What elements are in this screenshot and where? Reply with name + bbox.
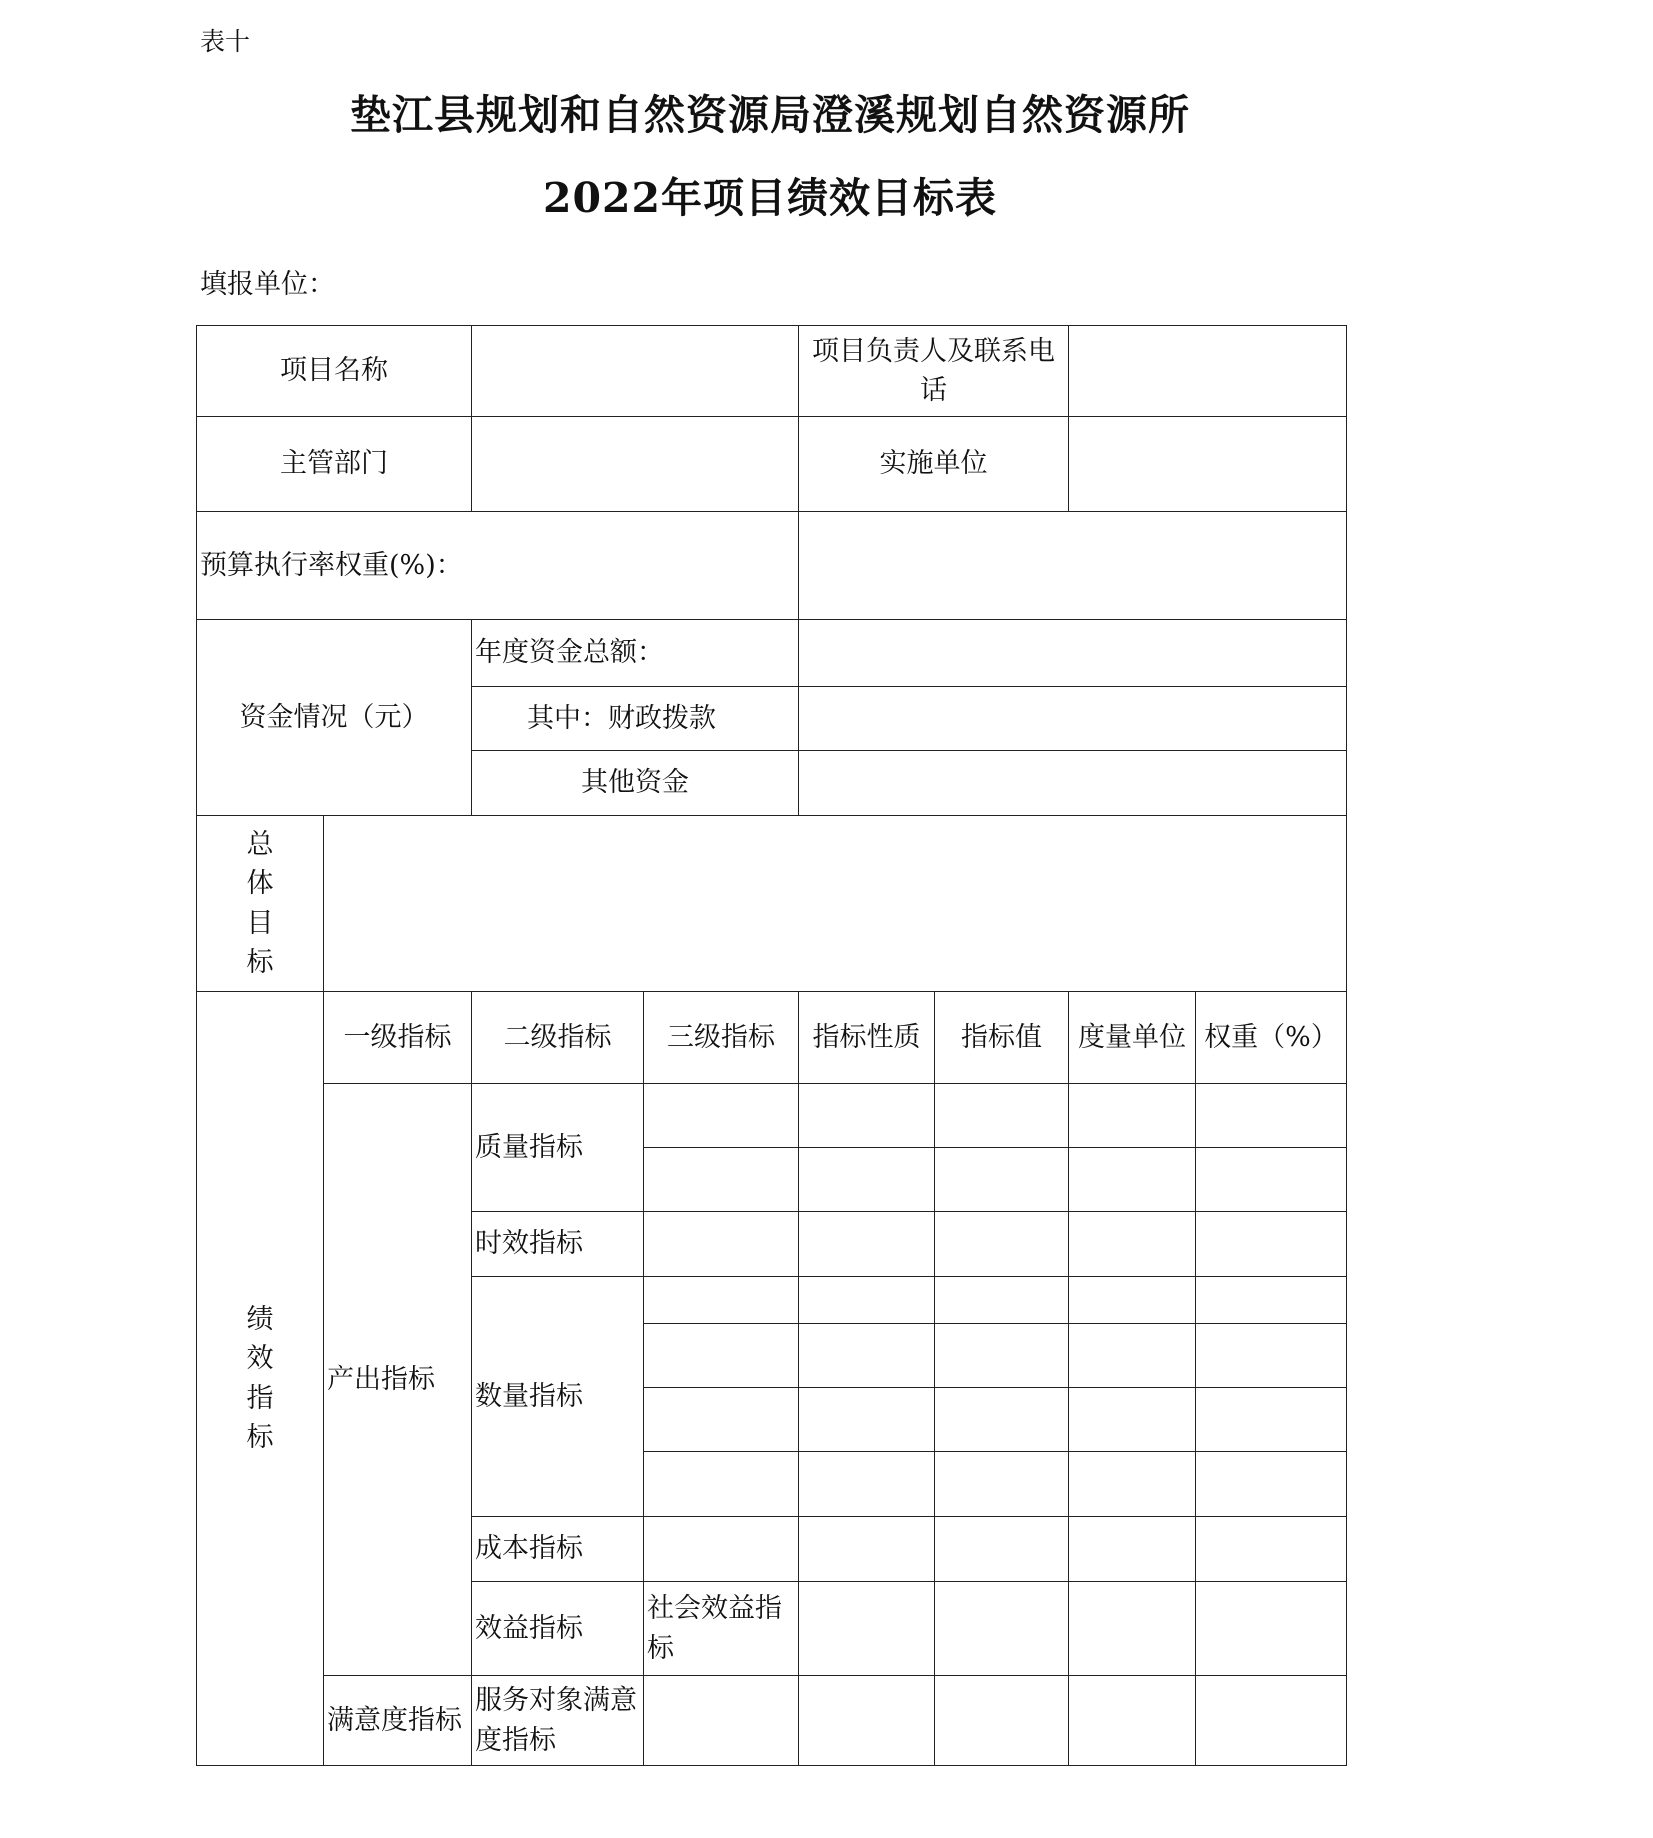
benefit-indicator-label: 效益指标: [472, 1582, 644, 1676]
implementing-unit-label: 实施单位: [799, 417, 1069, 512]
indicator-cell[interactable]: [1069, 1676, 1196, 1766]
indicator-cell[interactable]: [1069, 1388, 1196, 1452]
indicator-cell[interactable]: [799, 1084, 935, 1148]
document-subtitle: 2022年项目绩效目标表: [542, 174, 998, 222]
header-level3: 三级指标: [644, 992, 799, 1084]
header-nature: 指标性质: [799, 992, 935, 1084]
indicator-cell[interactable]: [1196, 1582, 1347, 1676]
indicator-cell[interactable]: [644, 1452, 799, 1517]
indicator-cell[interactable]: [1196, 1148, 1347, 1212]
supervising-dept-label: 主管部门: [197, 417, 472, 512]
indicator-cell[interactable]: [644, 1277, 799, 1324]
cost-indicator-label: 成本指标: [472, 1517, 644, 1582]
indicator-cell[interactable]: [1196, 1517, 1347, 1582]
indicator-cell[interactable]: [935, 1388, 1069, 1452]
indicator-cell[interactable]: [935, 1324, 1069, 1388]
indicator-cell[interactable]: [644, 1084, 799, 1148]
budget-weight-label: 预算执行率权重(%)：: [197, 512, 799, 620]
social-benefit-indicator-label: 社会效益指标: [644, 1582, 799, 1676]
performance-indicators-text: 绩效指标: [246, 1304, 274, 1453]
overall-goal-value[interactable]: [324, 816, 1347, 992]
indicator-cell[interactable]: [799, 1452, 935, 1517]
indicator-cell[interactable]: [644, 1324, 799, 1388]
indicator-cell[interactable]: [1196, 1388, 1347, 1452]
project-name-value[interactable]: [472, 326, 799, 417]
header-weight: 权重（%）: [1196, 992, 1347, 1084]
indicator-cell[interactable]: [799, 1148, 935, 1212]
indicator-cell[interactable]: [1069, 1277, 1196, 1324]
indicator-cell[interactable]: [799, 1212, 935, 1277]
indicator-cell[interactable]: [799, 1582, 935, 1676]
indicator-cell[interactable]: [799, 1676, 935, 1766]
indicator-cell[interactable]: [799, 1324, 935, 1388]
annual-total-funds-value[interactable]: [799, 620, 1347, 687]
project-leader-contact-value[interactable]: [1069, 326, 1347, 417]
performance-goal-table: [196, 325, 1347, 1766]
other-funds-value[interactable]: [799, 751, 1347, 816]
header-unit: 度量单位: [1069, 992, 1196, 1084]
indicator-cell[interactable]: [1196, 1212, 1347, 1277]
indicator-cell[interactable]: [644, 1212, 799, 1277]
overall-goal-text: 总体目标: [246, 829, 274, 978]
other-funds-label: 其他资金: [472, 751, 799, 816]
indicator-cell[interactable]: [935, 1212, 1069, 1277]
project-leader-contact-label: 项目负责人及联系电话: [799, 326, 1069, 417]
indicator-cell[interactable]: [935, 1582, 1069, 1676]
indicator-cell[interactable]: [1196, 1676, 1347, 1766]
indicator-cell[interactable]: [1069, 1324, 1196, 1388]
project-name-label: 项目名称: [197, 326, 472, 417]
overall-goal-label: [197, 816, 324, 992]
indicator-cell[interactable]: [799, 1388, 935, 1452]
indicator-cell[interactable]: [1069, 1582, 1196, 1676]
indicator-cell[interactable]: [1196, 1277, 1347, 1324]
indicator-cell[interactable]: [935, 1148, 1069, 1212]
indicator-cell[interactable]: [935, 1452, 1069, 1517]
timeliness-indicator-label: 时效指标: [472, 1212, 644, 1277]
indicator-cell[interactable]: [935, 1277, 1069, 1324]
indicator-cell[interactable]: [1069, 1212, 1196, 1277]
indicator-cell[interactable]: [799, 1517, 935, 1582]
header-value: 指标值: [935, 992, 1069, 1084]
indicator-cell[interactable]: [1069, 1517, 1196, 1582]
filler-unit-label: 填报单位：: [200, 269, 335, 300]
indicator-cell[interactable]: [1196, 1324, 1347, 1388]
header-level1: 一级指标: [324, 992, 472, 1084]
supervising-dept-value[interactable]: [472, 417, 799, 512]
implementing-unit-value[interactable]: [1069, 417, 1347, 512]
budget-weight-value[interactable]: [799, 512, 1347, 620]
fiscal-appropriation-value[interactable]: [799, 687, 1347, 751]
funds-label: 资金情况（元）: [197, 620, 472, 816]
annual-total-funds-label: 年度资金总额：: [472, 620, 799, 687]
indicator-cell[interactable]: [644, 1388, 799, 1452]
indicator-cell[interactable]: [935, 1084, 1069, 1148]
performance-indicators-label: [197, 992, 324, 1766]
header-level2: 二级指标: [472, 992, 644, 1084]
indicator-cell[interactable]: [644, 1148, 799, 1212]
table-number-label: 表十: [200, 27, 251, 56]
indicator-cell[interactable]: [935, 1676, 1069, 1766]
indicator-cell[interactable]: [1196, 1084, 1347, 1148]
quantity-indicator-label: 数量指标: [472, 1277, 644, 1517]
indicator-cell[interactable]: [1069, 1452, 1196, 1517]
quality-indicator-label: 质量指标: [472, 1084, 644, 1212]
indicator-cell[interactable]: [1196, 1452, 1347, 1517]
indicator-cell[interactable]: [644, 1517, 799, 1582]
document-title: 垫江县规划和自然资源局澄溪规划自然资源所: [350, 91, 1190, 139]
indicator-cell[interactable]: [1069, 1148, 1196, 1212]
fiscal-appropriation-label: 其中：财政拨款: [472, 687, 799, 751]
indicator-cell[interactable]: [935, 1517, 1069, 1582]
service-satisfaction-indicator-label: 服务对象满意度指标: [472, 1676, 644, 1766]
output-indicator-label: 产出指标: [324, 1084, 472, 1676]
satisfaction-indicator-label: 满意度指标: [324, 1676, 472, 1766]
indicator-cell[interactable]: [644, 1676, 799, 1766]
indicator-cell[interactable]: [799, 1277, 935, 1324]
indicator-cell[interactable]: [1069, 1084, 1196, 1148]
